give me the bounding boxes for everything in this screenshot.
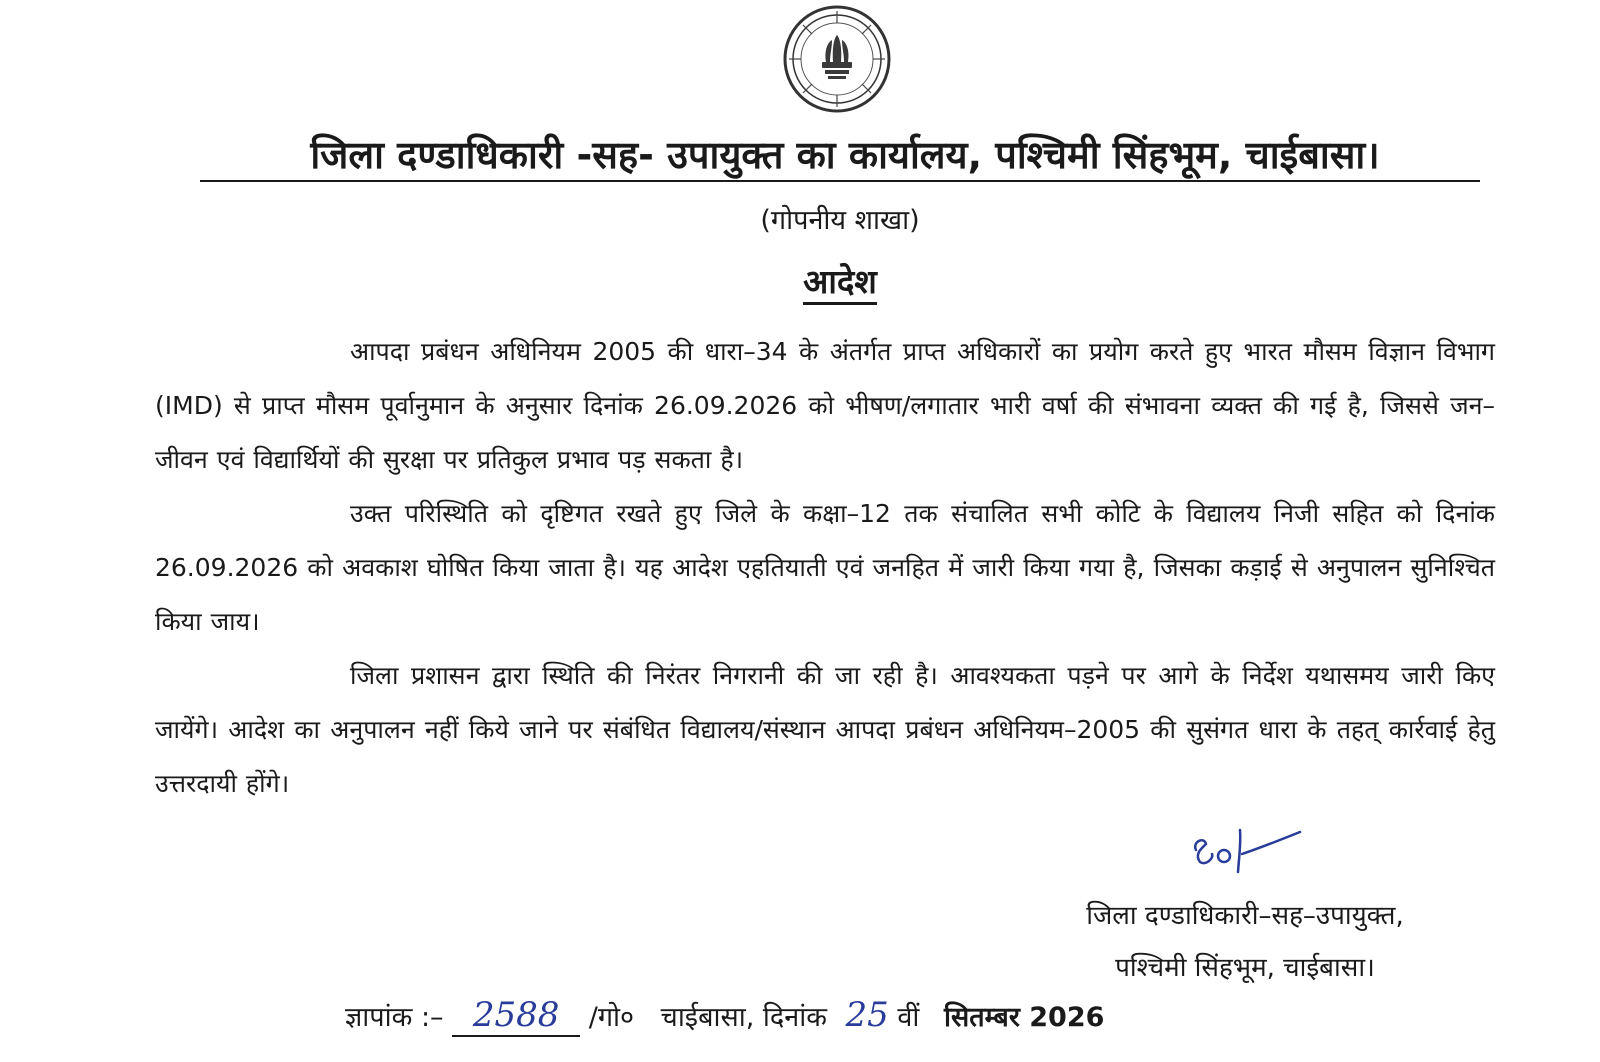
memo-line	[345, 995, 1545, 1045]
order-paragraph: उक्त परिस्थिति को दृष्टिगत रखते हुए जिले के कक्षा–12 तक संचालित सभी कोटि के विद्यालय निजी सहित को दिनांक 26.09.2026 को अवकाश घोषित किया जाता है। यह आदेश एहतियाती एवं जनहित में जारी किया गया है, जिसका कड़ाई से अनुपालन सुनिश्चित किया जाय।	[155, 499, 1495, 636]
memo-suffix: /गो०	[588, 1002, 635, 1033]
memo-day-suffix: वीं	[897, 1002, 920, 1033]
memo-place-date: चाईबासा, दिनांक	[660, 1002, 827, 1033]
order-heading	[0, 258, 1600, 303]
order-heading-text: आदेश	[803, 262, 877, 305]
order-body	[155, 325, 1495, 811]
signatory-block	[1030, 890, 1460, 994]
signatory-designation: जिला दण्डाधिकारी–सह–उपायुक्त,	[1086, 901, 1404, 931]
office-title: जिला दण्डाधिकारी -सह- उपायुक्त का कार्यालय, पश्चिमी सिंहभूम, चाईबासा।	[310, 133, 1380, 177]
state-emblem-icon	[782, 4, 892, 114]
order-paragraph: जिला प्रशासन द्वारा स्थिति की निरंतर निगरानी की जा रही है। आवश्यकता पड़ने पर आगे के निर्देश यथासमय जारी किए जायेंगे। आदेश का अनुपालन नहीं किये जाने पर संबंधित विद्यालय/संस्थान आपदा प्रबंधन अधिनियम–2005 की सुसंगत धारा के तहत् कार्रवाई हेतु उत्तरदायी होंगे।	[155, 661, 1495, 798]
signatory-district: पश्चिमी सिंहभूम, चाईबासा।	[1115, 953, 1375, 983]
memo-label: ज्ञापांक :–	[345, 1002, 444, 1033]
memo-day: 25	[845, 995, 889, 1035]
section-name: (गोपनीय शाखा)	[760, 205, 920, 236]
memo-number: 2588	[452, 995, 580, 1037]
memo-month-year: सितम्बर 2026	[944, 1002, 1105, 1033]
handwritten-signature	[1190, 820, 1320, 876]
title-underline	[200, 180, 1480, 182]
order-paragraph: आपदा प्रबंधन अधिनियम 2005 की धारा–34 के अंतर्गत प्राप्त अधिकारों का प्रयोग करते हुए भारत मौसम विज्ञान विभाग (IMD) से प्राप्त मौसम पूर्वानुमान के अनुसार दिनांक 26.09.2026 को भीषण/लगातार भारी वर्षा की संभावना व्यक्त की गई है, जिससे जन–जीवन एवं विद्यार्थियों की सुरक्षा पर प्रतिकुल प्रभाव पड़ सकता है।	[155, 337, 1495, 474]
